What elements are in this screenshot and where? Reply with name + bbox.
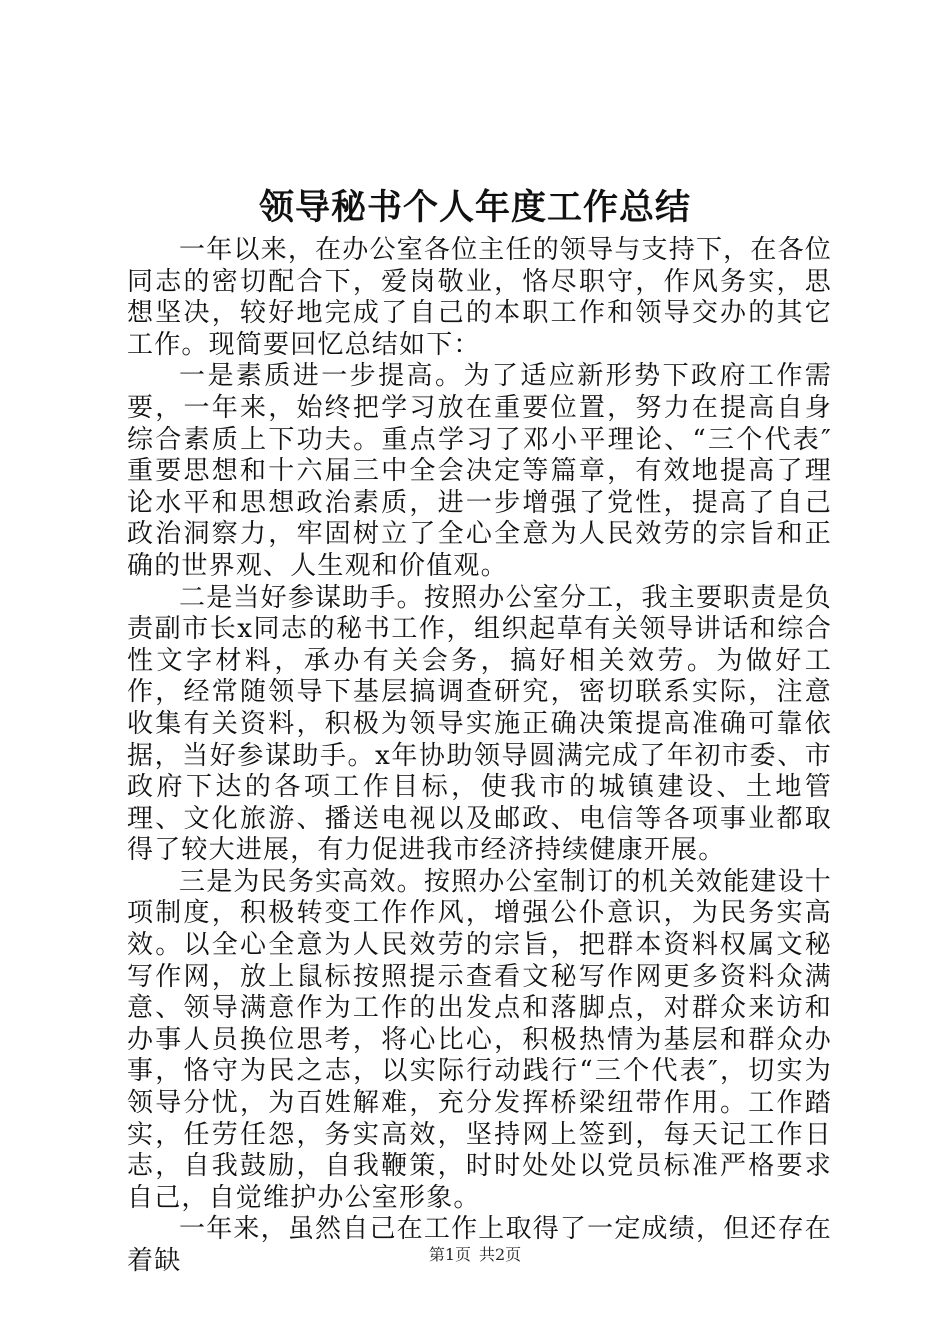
paragraph-service: 三是为民务实高效。按照办公室制订的机关效能建设十项制度，积极转变工作作风，增强公仆意识，为民务实高效。以全心全意为人民效劳的宗旨，把群本资料权属文秘写作网，放上鼠标按照提示查看文秘写作网更多资料众满意、领导满意作为工作的出发点和落脚点，对群众来访和办事人员换位思考，将心比心，积极热情为基层和群众办事，恪守为民之志，以实际行动践行“三个代表″，切实为领导分忧，为百姓解难，充分发挥桥梁纽带作用。工作踏实，任劳任怨，务实高效，坚持网上签到，每天记工作日志，自我鼓励，自我鞭策，时时处处以党员标准严格要求自己，自觉维护办公室形象。	[127, 866, 832, 1213]
paragraph-quality: 一是素质进一步提高。为了适应新形势下政府工作需要，一年来，始终把学习放在重要位置，努力在提高自身综合素质上下功夫。重点学习了邓小平理论、“三个代表″重要思想和十六届三中全会决定等篇章，有效地提高了理论水平和思想政治素质，进一步增强了党性，提高了自己政治洞察力，牢固树立了全心全意为人民效劳的宗旨和正确的世界观、人生观和价值观。	[127, 361, 832, 581]
page-number: 第1页	[428, 1245, 471, 1264]
paragraph-assistant: 二是当好参谋助手。按照办公室分工，我主要职责是负责副市长x同志的秘书工作，组织起草有关领导讲话和综合性文字材料，承办有关会务，搞好相关效劳。为做好工作，经常随领导下基层搞调查研究，密切联系实际，注意收集有关资料，积极为领导实施正确决策提高准确可靠依据，当好参谋助手。x年协助领导圆满完成了年初市委、市政府下达的各项工作目标，使我市的城镇建设、土地管理、文化旅游、播送电视以及邮政、电信等各项事业都取得了较大进展，有力促进我市经济持续健康开展。	[127, 582, 832, 866]
paragraph-intro: 一年以来，在办公室各位主任的领导与支持下，在各位同志的密切配合下，爱岗敬业，恪尽职守，作风务实，思想坚决，较好地完成了自己的本职工作和领导交办的其它工作。现简要回忆总结如下：	[127, 235, 832, 360]
document-title: 领导秘书个人年度工作总结	[258, 187, 691, 228]
page-total: 共2页	[479, 1245, 522, 1264]
page-footer	[0, 1245, 950, 1265]
paragraph-shortcomings: 一年来，虽然自己在工作上取得了一定成绩，但还存在着缺	[127, 1214, 832, 1276]
document-body	[127, 235, 832, 1278]
